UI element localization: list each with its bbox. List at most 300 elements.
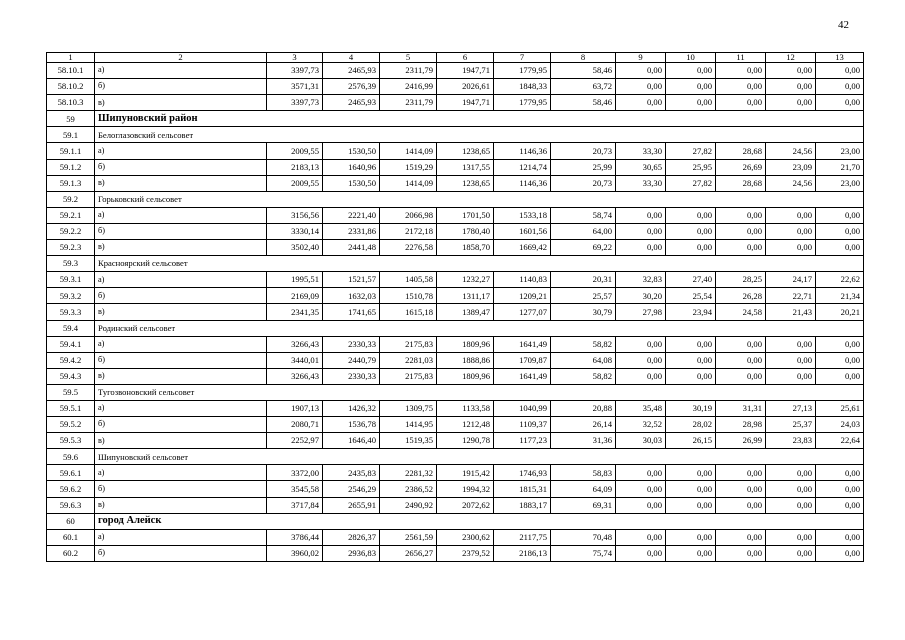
- value-cell: 2221,40: [323, 207, 380, 223]
- value-cell: 3717,84: [267, 497, 323, 513]
- value-cell: 0,00: [716, 223, 766, 239]
- row-code: 59.1.1: [47, 143, 95, 159]
- value-cell: 1238,65: [437, 143, 494, 159]
- value-cell: 3397,73: [267, 95, 323, 111]
- table-row: [47, 63, 864, 79]
- page-number: 42: [838, 19, 849, 31]
- value-cell: 0,00: [766, 223, 816, 239]
- value-cell: 28,25: [716, 272, 766, 288]
- value-cell: 1040,99: [494, 400, 551, 416]
- value-cell: 1232,27: [437, 272, 494, 288]
- value-cell: 31,31: [716, 400, 766, 416]
- region-row: [47, 111, 864, 127]
- table-row: [47, 529, 864, 545]
- value-cell: 3502,40: [267, 240, 323, 256]
- value-cell: 24,03: [816, 417, 864, 433]
- variant-cell: а): [95, 336, 267, 352]
- value-cell: 1994,32: [437, 481, 494, 497]
- row-code: 59.4.3: [47, 368, 95, 384]
- value-cell: 0,00: [616, 352, 666, 368]
- variant-cell: б): [95, 288, 267, 304]
- variant-cell: а): [95, 63, 267, 79]
- value-cell: 2441,48: [323, 240, 380, 256]
- row-code: 59.2.2: [47, 223, 95, 239]
- value-cell: 69,31: [551, 497, 616, 513]
- value-cell: 58,82: [551, 368, 616, 384]
- value-cell: 1309,75: [380, 400, 437, 416]
- value-cell: 1640,96: [323, 159, 380, 175]
- value-cell: 2183,13: [267, 159, 323, 175]
- value-cell: 1109,37: [494, 417, 551, 433]
- row-code: 59.6.1: [47, 465, 95, 481]
- section-row: [47, 127, 864, 143]
- value-cell: 0,00: [616, 529, 666, 545]
- value-cell: 0,00: [666, 240, 716, 256]
- row-code: 58.10.3: [47, 95, 95, 111]
- variant-cell: б): [95, 79, 267, 95]
- header-cell: 9: [616, 53, 666, 63]
- value-cell: 2386,52: [380, 481, 437, 497]
- value-cell: 21,34: [816, 288, 864, 304]
- value-cell: 1238,65: [437, 175, 494, 191]
- value-cell: 33,30: [616, 143, 666, 159]
- value-cell: 2416,99: [380, 79, 437, 95]
- section-title: Горьковский сельсовет: [95, 191, 864, 207]
- value-cell: 0,00: [616, 240, 666, 256]
- value-cell: 32,52: [616, 417, 666, 433]
- value-cell: 0,00: [666, 465, 716, 481]
- value-cell: 69,22: [551, 240, 616, 256]
- value-cell: 0,00: [616, 63, 666, 79]
- value-cell: 0,00: [766, 79, 816, 95]
- row-code: 58.10.2: [47, 79, 95, 95]
- value-cell: 1779,95: [494, 95, 551, 111]
- section-title: Тугозвоновский сельсовет: [95, 384, 864, 400]
- value-cell: 2117,75: [494, 529, 551, 545]
- value-cell: 0,00: [666, 529, 716, 545]
- value-cell: 2490,92: [380, 497, 437, 513]
- header-cell: 3: [267, 53, 323, 63]
- value-cell: 1146,36: [494, 143, 551, 159]
- section-row: [47, 384, 864, 400]
- value-cell: 2341,35: [267, 304, 323, 320]
- value-cell: 27,82: [666, 175, 716, 191]
- value-cell: 64,09: [551, 481, 616, 497]
- value-cell: 26,69: [716, 159, 766, 175]
- value-cell: 2379,52: [437, 545, 494, 561]
- value-cell: 0,00: [816, 481, 864, 497]
- value-cell: 22,62: [816, 272, 864, 288]
- value-cell: 1915,42: [437, 465, 494, 481]
- value-cell: 0,00: [616, 79, 666, 95]
- row-code: 59.4: [47, 320, 95, 336]
- value-cell: 23,00: [816, 143, 864, 159]
- value-cell: 0,00: [816, 95, 864, 111]
- value-cell: 1519,29: [380, 159, 437, 175]
- variant-cell: в): [95, 240, 267, 256]
- value-cell: 2331,86: [323, 223, 380, 239]
- value-cell: 0,00: [716, 545, 766, 561]
- section-row: [47, 256, 864, 272]
- variant-cell: б): [95, 159, 267, 175]
- section-row: [47, 191, 864, 207]
- value-cell: 1947,71: [437, 95, 494, 111]
- value-cell: 2656,27: [380, 545, 437, 561]
- value-cell: 2026,61: [437, 79, 494, 95]
- value-cell: 2009,55: [267, 175, 323, 191]
- header-cell: 12: [766, 53, 816, 63]
- row-code: 59.1.3: [47, 175, 95, 191]
- value-cell: 24,17: [766, 272, 816, 288]
- value-cell: 1214,74: [494, 159, 551, 175]
- value-cell: 0,00: [666, 223, 716, 239]
- value-cell: 25,61: [816, 400, 864, 416]
- value-cell: 63,72: [551, 79, 616, 95]
- value-cell: 1641,49: [494, 368, 551, 384]
- value-cell: 27,98: [616, 304, 666, 320]
- value-cell: 0,00: [716, 63, 766, 79]
- value-cell: 58,46: [551, 63, 616, 79]
- table-row: [47, 465, 864, 481]
- header-row: [47, 53, 864, 63]
- value-cell: 1809,96: [437, 336, 494, 352]
- value-cell: 23,09: [766, 159, 816, 175]
- value-cell: 0,00: [766, 63, 816, 79]
- value-cell: 1414,95: [380, 417, 437, 433]
- value-cell: 35,48: [616, 400, 666, 416]
- table-row: [47, 79, 864, 95]
- value-cell: 2311,79: [380, 63, 437, 79]
- value-cell: 0,00: [666, 545, 716, 561]
- value-cell: 25,99: [551, 159, 616, 175]
- value-cell: 1641,49: [494, 336, 551, 352]
- value-cell: 0,00: [766, 336, 816, 352]
- table-row: [47, 433, 864, 449]
- value-cell: 2561,59: [380, 529, 437, 545]
- table-row: [47, 207, 864, 223]
- value-cell: 3266,43: [267, 368, 323, 384]
- value-cell: 24,56: [766, 175, 816, 191]
- variant-cell: в): [95, 175, 267, 191]
- value-cell: 1858,70: [437, 240, 494, 256]
- value-cell: 26,15: [666, 433, 716, 449]
- variant-cell: а): [95, 207, 267, 223]
- value-cell: 2175,83: [380, 336, 437, 352]
- value-cell: 1510,78: [380, 288, 437, 304]
- value-cell: 21,43: [766, 304, 816, 320]
- variant-cell: а): [95, 272, 267, 288]
- section-row: [47, 449, 864, 465]
- value-cell: 21,70: [816, 159, 864, 175]
- value-cell: 0,00: [716, 465, 766, 481]
- value-cell: 1848,33: [494, 79, 551, 95]
- value-cell: 2440,79: [323, 352, 380, 368]
- value-cell: 0,00: [716, 240, 766, 256]
- value-cell: 58,46: [551, 95, 616, 111]
- table-row: [47, 400, 864, 416]
- value-cell: 26,99: [716, 433, 766, 449]
- section-title: Родинский сельсовет: [95, 320, 864, 336]
- value-cell: 0,00: [666, 481, 716, 497]
- row-code: 59.2.1: [47, 207, 95, 223]
- value-cell: 0,00: [816, 240, 864, 256]
- value-cell: 0,00: [816, 336, 864, 352]
- value-cell: 0,00: [716, 352, 766, 368]
- variant-cell: в): [95, 368, 267, 384]
- value-cell: 27,82: [666, 143, 716, 159]
- value-cell: 0,00: [816, 465, 864, 481]
- value-cell: 2546,29: [323, 481, 380, 497]
- value-cell: 1888,86: [437, 352, 494, 368]
- table-row: [47, 481, 864, 497]
- value-cell: 3786,44: [267, 529, 323, 545]
- row-code: 59.5.2: [47, 417, 95, 433]
- region-row: [47, 513, 864, 529]
- row-code: 59.3: [47, 256, 95, 272]
- table-row: [47, 352, 864, 368]
- value-cell: 22,64: [816, 433, 864, 449]
- row-code: 59.4.2: [47, 352, 95, 368]
- header-cell: 2: [95, 53, 267, 63]
- value-cell: 3960,02: [267, 545, 323, 561]
- value-cell: 0,00: [816, 223, 864, 239]
- value-cell: 1709,87: [494, 352, 551, 368]
- value-cell: 1277,07: [494, 304, 551, 320]
- value-cell: 2311,79: [380, 95, 437, 111]
- row-code: 59.4.1: [47, 336, 95, 352]
- section-title: Белоглазовский сельсовет: [95, 127, 864, 143]
- value-cell: 2465,93: [323, 95, 380, 111]
- header-cell: 4: [323, 53, 380, 63]
- value-cell: 25,95: [666, 159, 716, 175]
- variant-cell: б): [95, 481, 267, 497]
- value-cell: 1536,78: [323, 417, 380, 433]
- table-row: [47, 417, 864, 433]
- value-cell: 0,00: [616, 207, 666, 223]
- value-cell: 0,00: [766, 465, 816, 481]
- value-cell: 0,00: [766, 207, 816, 223]
- value-cell: 1519,35: [380, 433, 437, 449]
- value-cell: 1426,32: [323, 400, 380, 416]
- value-cell: 1177,23: [494, 433, 551, 449]
- variant-cell: а): [95, 465, 267, 481]
- value-cell: 58,74: [551, 207, 616, 223]
- value-cell: 1290,78: [437, 433, 494, 449]
- value-cell: 1883,17: [494, 497, 551, 513]
- variant-cell: б): [95, 223, 267, 239]
- value-cell: 0,00: [616, 95, 666, 111]
- value-cell: 2172,18: [380, 223, 437, 239]
- value-cell: 25,57: [551, 288, 616, 304]
- value-cell: 75,74: [551, 545, 616, 561]
- value-cell: 1947,71: [437, 63, 494, 79]
- row-code: 59.3.1: [47, 272, 95, 288]
- value-cell: 23,83: [766, 433, 816, 449]
- row-code: 59.6: [47, 449, 95, 465]
- row-code: 58.10.1: [47, 63, 95, 79]
- value-cell: 1632,03: [323, 288, 380, 304]
- value-cell: 1701,50: [437, 207, 494, 223]
- table-row: [47, 336, 864, 352]
- table-row: [47, 288, 864, 304]
- table-body: [47, 53, 864, 562]
- value-cell: 2300,62: [437, 529, 494, 545]
- value-cell: 28,68: [716, 175, 766, 191]
- value-cell: 1140,83: [494, 272, 551, 288]
- value-cell: 1780,40: [437, 223, 494, 239]
- value-cell: 23,00: [816, 175, 864, 191]
- value-cell: 0,00: [716, 79, 766, 95]
- value-cell: 1746,93: [494, 465, 551, 481]
- value-cell: 2009,55: [267, 143, 323, 159]
- header-cell: 13: [816, 53, 864, 63]
- value-cell: 1533,18: [494, 207, 551, 223]
- value-cell: 64,00: [551, 223, 616, 239]
- row-code: 59.6.3: [47, 497, 95, 513]
- row-code: 59: [47, 111, 95, 127]
- value-cell: 0,00: [716, 336, 766, 352]
- value-cell: 28,68: [716, 143, 766, 159]
- header-cell: 10: [666, 53, 716, 63]
- value-cell: 3571,31: [267, 79, 323, 95]
- header-cell: 7: [494, 53, 551, 63]
- table-row: [47, 545, 864, 561]
- value-cell: 32,83: [616, 272, 666, 288]
- region-title: город Алейск: [95, 513, 864, 529]
- variant-cell: в): [95, 95, 267, 111]
- value-cell: 24,58: [716, 304, 766, 320]
- row-code: 59.2.3: [47, 240, 95, 256]
- row-code: 59.1.2: [47, 159, 95, 175]
- value-cell: 2465,93: [323, 63, 380, 79]
- value-cell: 0,00: [766, 481, 816, 497]
- value-cell: 0,00: [766, 240, 816, 256]
- row-code: 59.3.3: [47, 304, 95, 320]
- value-cell: 0,00: [616, 545, 666, 561]
- value-cell: 1414,09: [380, 175, 437, 191]
- value-cell: 0,00: [816, 79, 864, 95]
- row-code: 59.1: [47, 127, 95, 143]
- section-title: Шипуновский сельсовет: [95, 449, 864, 465]
- value-cell: 0,00: [616, 481, 666, 497]
- value-cell: 0,00: [816, 63, 864, 79]
- value-cell: 2330,33: [323, 336, 380, 352]
- value-cell: 26,14: [551, 417, 616, 433]
- row-code: 59.5.1: [47, 400, 95, 416]
- value-cell: 1311,17: [437, 288, 494, 304]
- value-cell: 25,37: [766, 417, 816, 433]
- value-cell: 0,00: [666, 95, 716, 111]
- value-cell: 1146,36: [494, 175, 551, 191]
- value-cell: 0,00: [816, 352, 864, 368]
- value-cell: 3156,56: [267, 207, 323, 223]
- value-cell: 58,82: [551, 336, 616, 352]
- variant-cell: б): [95, 352, 267, 368]
- value-cell: 1907,13: [267, 400, 323, 416]
- table-row: [47, 223, 864, 239]
- value-cell: 2072,62: [437, 497, 494, 513]
- value-cell: 30,79: [551, 304, 616, 320]
- value-cell: 20,31: [551, 272, 616, 288]
- value-cell: 2655,91: [323, 497, 380, 513]
- value-cell: 70,48: [551, 529, 616, 545]
- row-code: 59.5: [47, 384, 95, 400]
- value-cell: 2281,03: [380, 352, 437, 368]
- value-cell: 0,00: [766, 497, 816, 513]
- value-cell: 0,00: [716, 497, 766, 513]
- value-cell: 0,00: [666, 79, 716, 95]
- table-row: [47, 95, 864, 111]
- row-code: 59.5.3: [47, 433, 95, 449]
- value-cell: 22,71: [766, 288, 816, 304]
- value-cell: 28,98: [716, 417, 766, 433]
- value-cell: 1133,58: [437, 400, 494, 416]
- variant-cell: в): [95, 497, 267, 513]
- value-cell: 1212,48: [437, 417, 494, 433]
- value-cell: 0,00: [766, 529, 816, 545]
- value-cell: 20,73: [551, 143, 616, 159]
- value-cell: 30,03: [616, 433, 666, 449]
- variant-cell: б): [95, 417, 267, 433]
- value-cell: 26,28: [716, 288, 766, 304]
- value-cell: 24,56: [766, 143, 816, 159]
- value-cell: 1530,50: [323, 175, 380, 191]
- value-cell: 23,94: [666, 304, 716, 320]
- value-cell: 28,02: [666, 417, 716, 433]
- row-code: 60: [47, 513, 95, 529]
- value-cell: 3266,43: [267, 336, 323, 352]
- variant-cell: в): [95, 433, 267, 449]
- value-cell: 30,65: [616, 159, 666, 175]
- tariff-table: [46, 52, 864, 562]
- value-cell: 0,00: [716, 481, 766, 497]
- value-cell: 1521,57: [323, 272, 380, 288]
- value-cell: 2276,58: [380, 240, 437, 256]
- row-code: 59.2: [47, 191, 95, 207]
- value-cell: 0,00: [766, 95, 816, 111]
- value-cell: 0,00: [716, 95, 766, 111]
- value-cell: 0,00: [616, 497, 666, 513]
- header-cell: 6: [437, 53, 494, 63]
- value-cell: 30,19: [666, 400, 716, 416]
- table-row: [47, 304, 864, 320]
- value-cell: 1995,51: [267, 272, 323, 288]
- value-cell: 33,30: [616, 175, 666, 191]
- value-cell: 2252,97: [267, 433, 323, 449]
- variant-cell: а): [95, 143, 267, 159]
- row-code: 59.6.2: [47, 481, 95, 497]
- value-cell: 0,00: [816, 497, 864, 513]
- value-cell: 1815,31: [494, 481, 551, 497]
- value-cell: 2080,71: [267, 417, 323, 433]
- value-cell: 3330,14: [267, 223, 323, 239]
- value-cell: 1317,55: [437, 159, 494, 175]
- value-cell: 0,00: [666, 497, 716, 513]
- value-cell: 2186,13: [494, 545, 551, 561]
- value-cell: 0,00: [766, 368, 816, 384]
- value-cell: 0,00: [666, 207, 716, 223]
- value-cell: 0,00: [816, 207, 864, 223]
- value-cell: 2066,98: [380, 207, 437, 223]
- value-cell: 27,13: [766, 400, 816, 416]
- variant-cell: а): [95, 529, 267, 545]
- value-cell: 0,00: [816, 368, 864, 384]
- table-row: [47, 159, 864, 175]
- value-cell: 1809,96: [437, 368, 494, 384]
- value-cell: 58,83: [551, 465, 616, 481]
- value-cell: 0,00: [666, 352, 716, 368]
- value-cell: 64,08: [551, 352, 616, 368]
